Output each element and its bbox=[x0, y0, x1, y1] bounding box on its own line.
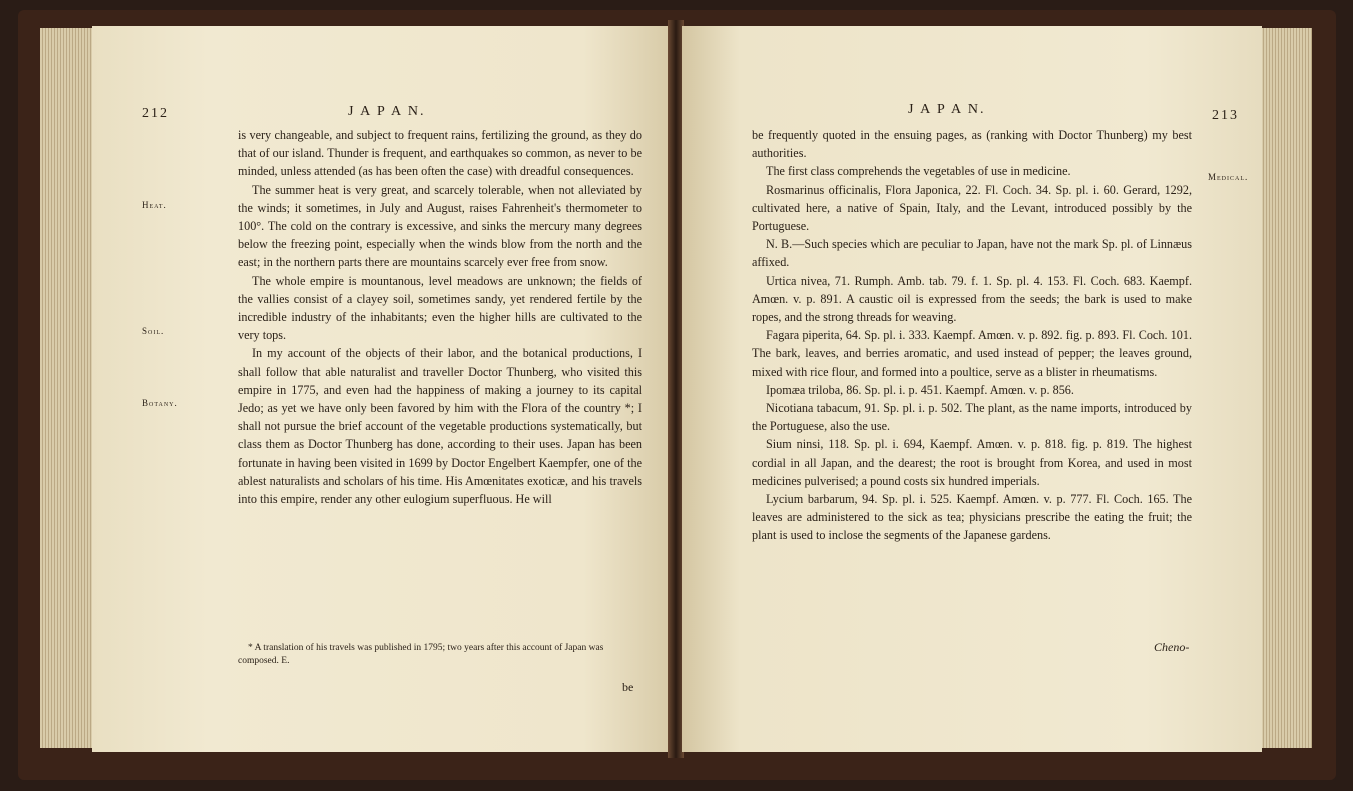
paragraph: The first class comprehends the vegetables of use in medicine. bbox=[766, 164, 1071, 179]
running-head: J A P A N. bbox=[348, 104, 426, 119]
footnote: * A translation of his travels was published in 1795; two years after this account of Japan was composed. E. bbox=[238, 643, 604, 666]
paragraph: Fagara piperita, 64. Sp. pl. i. 333. Kaempf. Amœn. v. p. 892. fig. p. 893. Fl. Coch. 101. The bark, leaves, and berries aromatic, and used instead of pepper; the leaves ground, mixed with rice flour, and formed into a poultice, serve as a blister in rheumatisms. bbox=[752, 328, 1192, 379]
margin-note-soil: Soil. bbox=[142, 326, 165, 336]
paragraph: In my account of the objects of their labor, and the botanical productions, I shall follow that able naturalist and traveller Doctor Thunberg, who visited this empire in 1775, and even had the happiness of making a journey to its capital Jedo; as yet we have only been favored by him with the Flora of the country *; I shall not pursue the brief account of the vegetable productions systematically, but class them as Doctor Thunberg has done, according to their uses. Japan has been fortunate in having been visited in 1699 by Doctor Engelbert Kaempfer, one of the ablest naturalists and scholars of his time. His Amœnitates exoticæ, and his travels into this empire, render any other eulogium superfluous. He will bbox=[238, 346, 642, 507]
paragraph: Nicotiana tabacum, 91. Sp. pl. i. p. 502. The plant, as the name imports, introduced by the Portuguese, also the use. bbox=[752, 401, 1192, 434]
margin-note-heat: Heat. bbox=[142, 200, 167, 210]
paragraph: Rosmarinus officinalis, Flora Japonica, 22. Fl. Coch. 34. Sp. pl. i. 60. Gerard, 1292, cultivated here, a native of Spain, Italy, and the Levant, introduced possibly by the Portuguese. bbox=[752, 182, 1192, 234]
left-page bbox=[92, 26, 670, 752]
catchword: be bbox=[622, 680, 634, 694]
page-edges-right bbox=[1258, 28, 1312, 748]
left-text-column bbox=[238, 126, 642, 508]
right-page bbox=[682, 26, 1262, 752]
paragraph: N. B.—Such species which are peculiar to Japan, have not the mark Sp. pl. of Linnæus affixed. bbox=[752, 237, 1192, 270]
paragraph: The summer heat is very great, and scarcely tolerable, when not alleviated by the winds; it sometimes, in July and August, raises Fahrenheit's thermometer to 100°. The cold on the contrary is excessive, and sinks the mercury many degrees below the freezing point, especially when the winds blow from the north and the east; in the northern parts there are mountains scarcely ever free from snow. bbox=[238, 182, 642, 270]
paragraph: The whole empire is mountanous, level meadows are unknown; the fields of the vallies consist of a clayey soil, sometimes sandy, yet rendered fertile by the incredible industry of the inhabitants; even the higher hills are cultivated to the very tops. bbox=[238, 273, 642, 343]
paragraph: Sium ninsi, 118. Sp. pl. i. 694, Kaempf. Amœn. v. p. 818. fig. p. 819. The highest cordial in all Japan, and the dearest; the root is brought from Korea, and used in most medicines pulverised; a pound costs six hundred imperials. bbox=[752, 437, 1192, 488]
paragraph: Urtica nivea, 71. Rumph. Amb. tab. 79. f. 1. Sp. pl. 4. 153. Fl. Coch. 683. Kaempf. Amœn. v. p. 891. A caustic oil is expressed from the seeds; the bark is used to make ropes, and the strong threads for weaving. bbox=[752, 273, 1192, 325]
right-text-column bbox=[752, 126, 1192, 545]
page-edges-left bbox=[40, 28, 94, 748]
margin-note-medical: Medical. bbox=[1208, 172, 1249, 182]
paragraph: Ipomæa triloba, 86. Sp. pl. i. p. 451. Kaempf. Amœn. v. p. 856. bbox=[766, 382, 1074, 397]
running-head: J A P A N. bbox=[908, 102, 986, 117]
page-number: 213 bbox=[1212, 108, 1239, 123]
paragraph: Lycium barbarum, 94. Sp. pl. i. 525. Kaempf. Amœn. v. p. 777. Fl. Coch. 165. The leaves are administered to the sick as tea; physicians prescribe the eating the fruit; the plant is used to inclose the segments of the Japanese gardens. bbox=[752, 492, 1192, 543]
margin-note-botany: Botany. bbox=[142, 398, 178, 408]
paragraph: be frequently quoted in the ensuing pages, as (ranking with Doctor Thunberg) my best authorities. bbox=[752, 128, 1192, 161]
paragraph: is very changeable, and subject to frequent rains, fertilizing the ground, as they do that of our island. Thunder is frequent, and earthquakes so common, as never to be minded, unless attended (as has been often the case) with dreadful consequences. bbox=[238, 128, 642, 179]
catchword: Cheno- bbox=[1154, 640, 1190, 654]
page-number: 212 bbox=[142, 106, 169, 121]
